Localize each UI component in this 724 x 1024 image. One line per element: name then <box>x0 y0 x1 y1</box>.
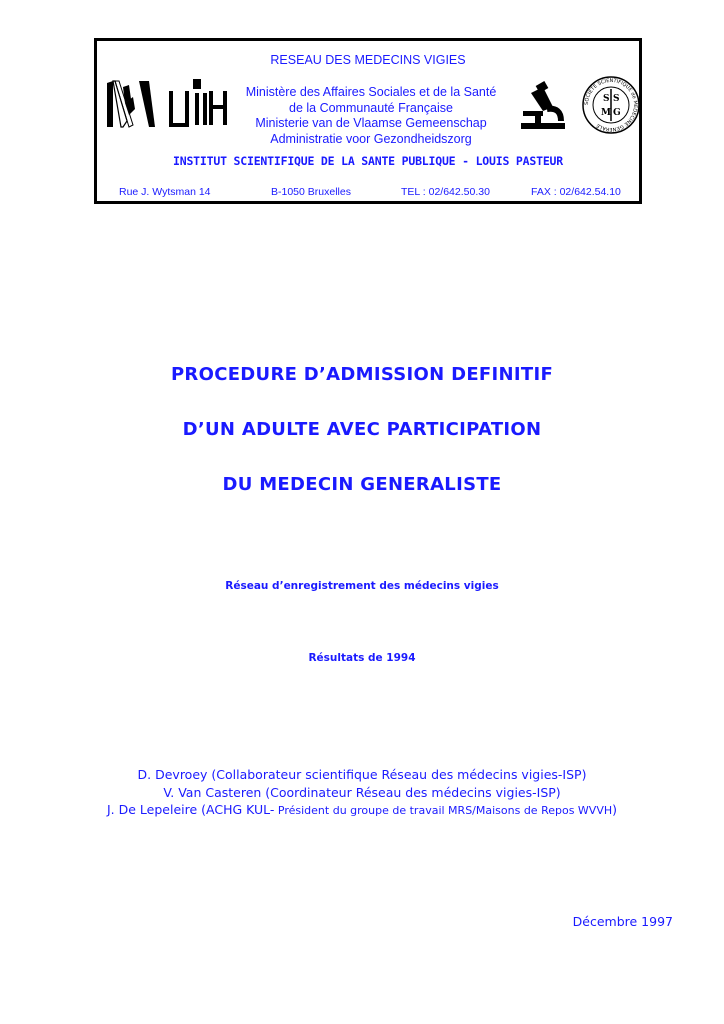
microscope-icon <box>517 81 567 131</box>
fax-number: FAX : 02/642.54.10 <box>531 186 621 198</box>
title-line-1: PROCEDURE D’ADMISSION DEFINITIF <box>170 364 554 385</box>
author-line: V. Van Casteren (Coordinateur Réseau des médecins vigies-ISP) <box>163 784 561 800</box>
document-date: Décembre 1997 <box>572 914 673 929</box>
address-city: B-1050 Bruxelles <box>271 186 351 198</box>
letterhead-box <box>94 38 642 204</box>
ministry-line: Administratie voor Gezondheidszorg <box>270 131 472 146</box>
author-line: D. Devroey (Collaborateur scientifique Réseau des médecins vigies-ISP) <box>137 767 587 782</box>
ministry-logo-right <box>167 77 229 131</box>
ministry-line: de la Communauté Française <box>289 100 453 115</box>
network-title: RESEAU DES MEDECINS VIGIES <box>270 53 466 67</box>
author-role: Président du groupe de travail MRS/Maisons de Repos WVVH <box>274 804 613 817</box>
results-year: Résultats de 1994 <box>308 652 416 664</box>
svg-text:S: S <box>603 94 610 104</box>
authors-block <box>0 766 724 820</box>
ministry-line: Ministerie van de Vlaamse Gemeenschap <box>255 116 487 130</box>
title-line-2: D’UN ADULTE AVEC PARTICIPATION <box>182 419 542 440</box>
author-name: J. De Lepeleire (ACHG KUL- <box>106 802 275 817</box>
address-street: Rue J. Wytsman 14 <box>119 186 211 198</box>
ministry-line: Ministère des Affaires Sociales et de la Santé <box>245 85 497 99</box>
author-close: ) <box>612 802 618 817</box>
author-line <box>0 801 724 820</box>
title-line-3: DU MEDECIN GENERALISTE <box>222 474 502 495</box>
svg-text:G: G <box>613 108 621 118</box>
ministry-logo-left <box>103 77 159 131</box>
institute-name: INSTITUT SCIENTIFIQUE DE LA SANTE PUBLIQUE - LOUIS PASTEUR <box>173 154 563 168</box>
society-seal <box>581 75 641 135</box>
ministry-block <box>227 85 515 147</box>
phone-number: TEL : 02/642.50.30 <box>401 186 490 198</box>
subtitle: Réseau d’enregistrement des médecins vigies <box>225 580 499 592</box>
svg-text:S: S <box>613 94 620 104</box>
svg-text:SOCIETE SCIENTIFIQUE de MEDECI: SOCIETE SCIENTIFIQUE de MEDECINE GENERALE <box>583 77 639 133</box>
svg-text:M: M <box>601 108 611 118</box>
